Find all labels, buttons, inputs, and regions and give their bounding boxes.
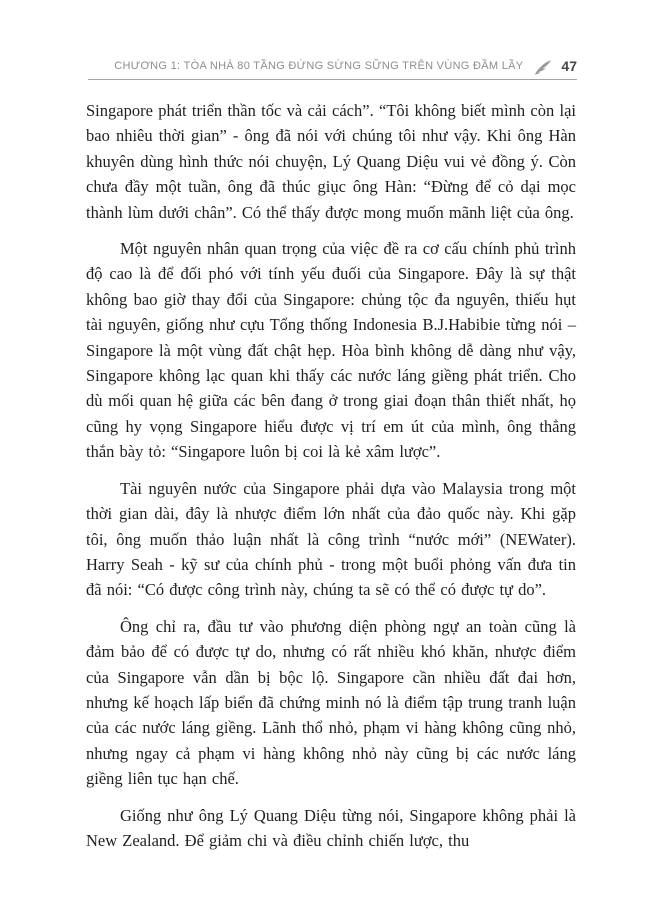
body-paragraph: Tài nguyên nước của Singapore phải dựa vào Malaysia trong một thời gian dài, đây là nhược điểm lớn nhất của đảo quốc này. Khi gặp tôi, ông muốn thảo luận nhất là công trình “nước mới” (NEWater). Harry Seah - kỹ sư của chính phủ - trong một buổi phỏng vấn đưa tin đã nói: “Có được công trình này, chúng ta sẽ có thể có được tự do”. — [86, 478, 576, 600]
page-header — [86, 56, 577, 76]
body-paragraph: Ông chỉ ra, đầu tư vào phương diện phòng ngự an toàn cũng là đảm bảo để có được tự do, nhưng có rất nhiều khó khăn, nhược điểm của Singapore vẫn dần bị bộc lộ. Singapore cần nhiều đất đai hơn, nhưng kế hoạch lấp biển đã chứng minh nó là điểm tập trung tranh luận của các nước láng giềng. Lãnh thổ nhỏ, phạm vi hàng không cũng nhỏ, nhưng ngay cả phạm vi hàng không nhỏ này cũng bị các nước láng giềng liên tục hạn chế. — [86, 616, 576, 789]
body-paragraph: Giống như ông Lý Quang Diệu từng nói, Singapore không phải là New Zealand. Để giảm chi và điều chỉnh chiến lược, thu — [86, 805, 576, 850]
body-paragraph: Một nguyên nhân quan trọng của việc đề ra cơ cấu chính phủ trình độ cao là để đối phó với tính yếu đuối của Singapore. Đây là sự thật không bao giờ thay đổi của Singapore: chủng tộc đa nguyên, thiếu hụt tài nguyên, giống như cựu Tổng thống Indonesia B.J.Habibie từng nói – Singapore là một vùng đất chật hẹp. Hòa bình không dễ dàng như vậy, Singapore không lạc quan khi thấy các nước láng giềng phát triển. Cho dù mối quan hệ giữa các bên đang ở trong giai đoạn thân thiết nhất, họ cũng hy vọng Singapore hiểu được vị trí em út của mình, ông thẳng thắn bày tỏ: “Singapore luôn bị coi là kẻ xâm lược”. — [86, 239, 576, 462]
header-rule — [88, 79, 577, 80]
quill-wing-icon — [532, 59, 552, 76]
page-number: 47 — [561, 58, 577, 74]
chapter-title: CHƯƠNG 1: TÒA NHÀ 80 TẦNG ĐỨNG SỪNG SỮNG TRÊN VÙNG ĐẦM LẦY — [114, 60, 524, 72]
page-body — [86, 98, 576, 853]
body-paragraph: Singapore phát triển thần tốc và cải cách”. “Tôi không biết mình còn lại bao nhiêu thời gian” - ông đã nói với chúng tôi như vậy. Khi ông Hàn khuyên dùng hình thức nói chuyện, Lý Quang Diệu vui vẻ đồng ý. Còn chưa đầy một tuần, ông đã thúc giục ông Hàn: “Đừng để cỏ dại mọc thành lùm dưới chân”. Có thể thấy được mong muốn mãnh liệt của ông. — [86, 101, 576, 222]
